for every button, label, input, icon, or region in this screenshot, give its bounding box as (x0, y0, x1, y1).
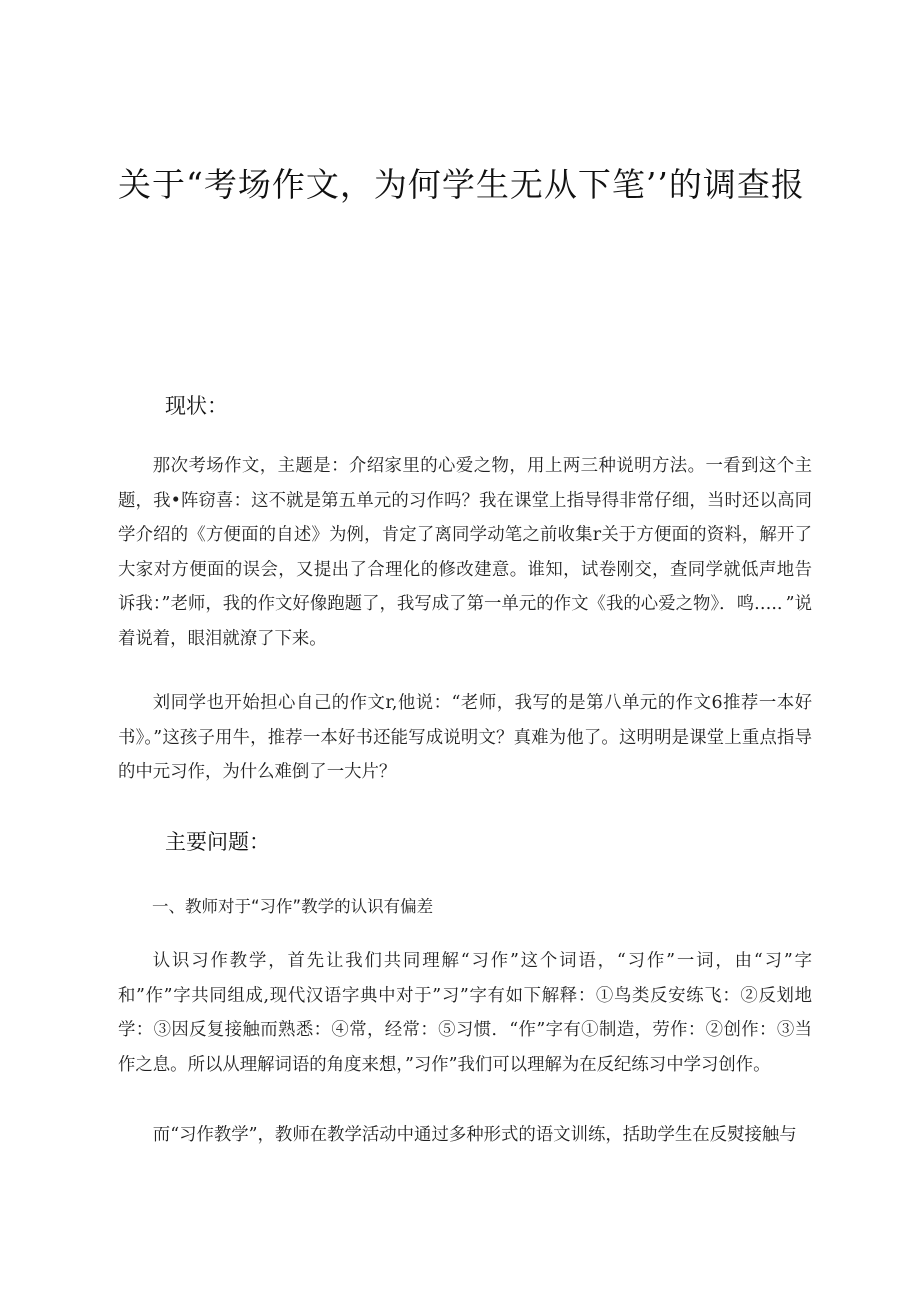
subheading: 一、教师对于“习作”教学的认识有偏差 (152, 897, 434, 916)
section-heading-issues: 主要问题： (165, 830, 270, 854)
section-heading-status: 现状： (165, 394, 228, 418)
paragraph: 那次考场作文，主题是：介绍家里的心爱之物，用上两三种说明方法。一看到这个主题，我•阵窃喜：这不就是第五单元的习作吗？我在课堂上指导得非常仔细，当时还以高同学介绍的《方便面的自述》为例，肯定了离同学动笔之前收集r关于方便面的资料，解开了大家对方便面的误会，又提出了合理化的修改建意。谁知，试卷刚交，查同学就低声地告诉我：”老师，我的作文好像跑题了，我写成了第一单元的作文《我的心爱之物》．鸣….．”说着说着，眼泪就潦了下来。 (118, 456, 812, 649)
paragraph: 刘同学也开始担心自己的作文r,他说：“老师，我写的是第八单元的作文6推荐一本好书》。”这孩子用牛，推荐一本好书还能写成说明文？真难为他了。这明明是课堂上重点指导的中元习作，为什么难倒了一大片？ (118, 693, 812, 782)
paragraph: 认识习作教学，首先让我们共同理解“习作”这个词语，“习作”一词，由“习”字和”作”字共同组成,现代汉语字典中对于”习”字有如下解释：①鸟类反安练飞：②反划地学：③因反复接触而熟悉：④常，经常：⑤习惯．“作”字有①制造，劳作：②创作：③当作之息。所以从理解词语的角度来想，”习作”我们可以理解为在反纪练习中学习创作。 (118, 951, 812, 1075)
paragraph: 而“习作教学”，教师在教学活动中通过多种形式的语文训练，括助学生在反熨接触与 (152, 1125, 797, 1145)
document-title: 关于“考场作文，为何学生无从下笔’’的调查报 (118, 165, 805, 204)
